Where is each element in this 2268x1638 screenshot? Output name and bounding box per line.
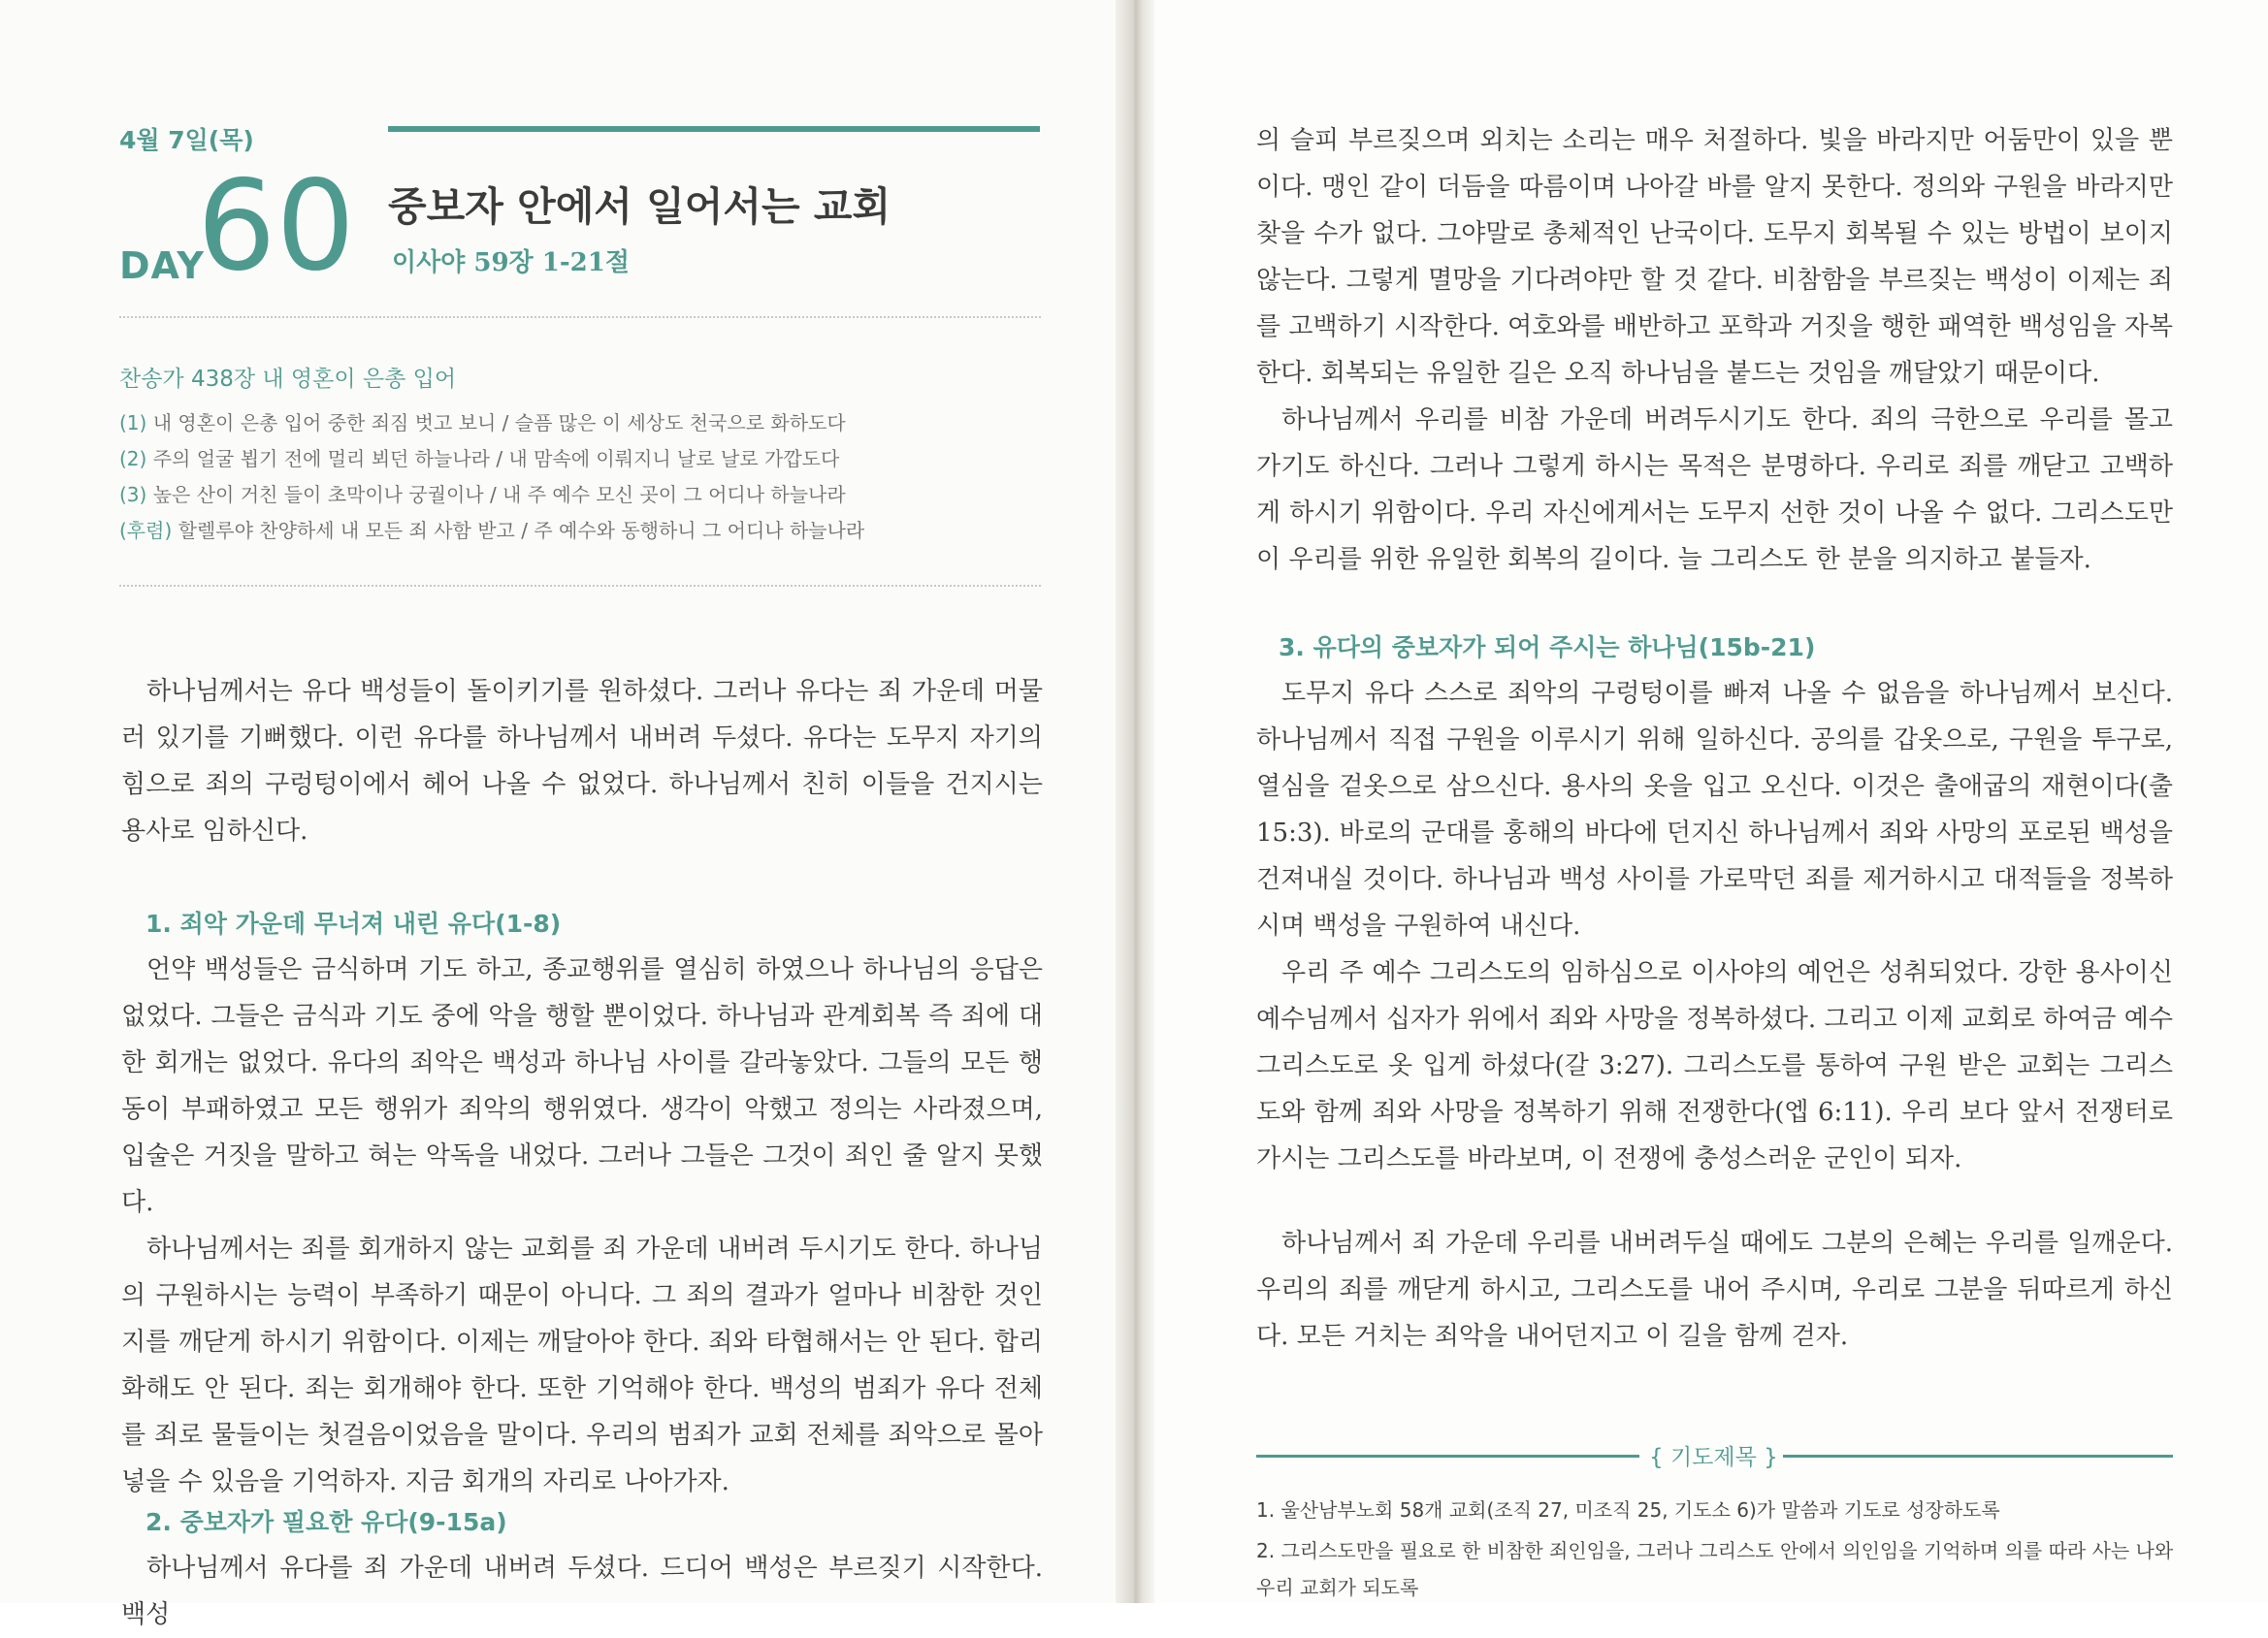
hymn-divider: [119, 585, 1041, 587]
section-2-body: [121, 1545, 1043, 1638]
paragraph: 하나님께서 유다를 죄 가운데 내버려 두셨다. 드디어 백성은 부르짖기 시작한다. 백성: [121, 1554, 1043, 1629]
section-1-body: [121, 947, 1043, 1505]
intro-paragraph: [121, 668, 1043, 854]
hymn-verse-number: (3): [119, 483, 147, 506]
hymn-line: [119, 407, 846, 435]
section-heading-3: 3. 유다의 중보자가 되어 주시는 하나님(15b-21): [1279, 633, 1816, 661]
paragraph: 우리 주 예수 그리스도의 임하심으로 이사야의 예언은 성취되었다. 강한 용사이신 예수님께서 십자가 위에서 죄와 사망을 정복하셨다. 그리고 이제 교회로 하여금 예수 그리스도로 옷 입게 하셨다(갈 3:27). 그리스도를 통하여 구원 받은 교회는 그리스도와 함께 죄와 사망을 정복하기 위해 전쟁한다(엡 6:11). 우리 보다 앞서 전쟁터로 가시는 그리스도를 바라보며, 이 전쟁에 충성스러운 군인이 되자.: [1256, 958, 2173, 1173]
scripture-reference: 이사야 59장 1-21절: [392, 248, 630, 277]
prayer-item: 1. 울산남부노회 58개 교회(조직 27, 미조직 25, 기도소 6)가 말씀과 기도로 성장하도록: [1256, 1498, 2000, 1522]
paragraph: 하나님께서 우리를 비참 가운데 버려두시기도 한다. 죄의 극한으로 우리를 몰고 가기도 하신다. 그러나 그렇게 하시는 목적은 분명하다. 우리로 죄를 깨닫고 고백하게 하시기 위함이다. 우리 자신에게서는 도무지 선한 것이 나올 수 없다. 그리스도만이 우리를 위한 유일한 회복의 길이다. 늘 그리스도 한 분을 의지하고 붙들자.: [1256, 405, 2173, 574]
hymn-verse-number: (1): [119, 411, 147, 434]
paragraph: 도무지 유다 스스로 죄악의 구렁텅이를 빠져 나올 수 없음을 하나님께서 보신다. 하나님께서 직접 구원을 이루시기 위해 일하신다. 공의를 갑옷으로, 구원을 투구로, 열심을 겉옷으로 삼으신다. 용사의 옷을 입고 오신다. 이것은 출애굽의 재현이다(출 15:3). 바로의 군대를 홍해의 바다에 던지신 하나님께서 죄와 사망의 포로된 백성을 건져내실 것이다. 하나님과 백성 사이를 가로막던 죄를 제거하시고 대적들을 정복하시며 백성을 구원하여 내신다.: [1256, 679, 2173, 941]
title-rule: [388, 126, 1040, 132]
hymn-verse-text: 내 영혼이 은총 입어 중한 죄짐 벗고 보니 / 슬픔 많은 이 세상도 천국으로 화하도다: [146, 411, 846, 434]
section-heading-2: 2. 중보자가 필요한 유다(9-15a): [146, 1508, 507, 1536]
hymn-title: 찬송가 438장 내 영혼이 은총 입어: [119, 367, 457, 392]
page-title: 중보자 안에서 일어서는 교회: [388, 183, 891, 230]
prayer-item: 2. 그리스도만을 필요로 한 비참한 죄인임을, 그러나 그리스도 안에서 의인임을 기억하며 의를 따라 사는 나와 우리 교회가 되도록: [1256, 1539, 2174, 1599]
prayer-rule-right: [1783, 1455, 2173, 1458]
hymn-line: [119, 515, 864, 543]
day-label: DAY: [119, 244, 205, 287]
paragraph: 하나님께서는 유다 백성들이 돌이키기를 원하셨다. 그러나 유다는 죄 가운데 머물러 있기를 기뻐했다. 이런 유다를 하나님께서 내버려 두셨다. 유다는 도무지 자기의 힘으로 죄의 구렁텅이에서 헤어 나올 수 없었다. 하나님께서 친히 이들을 건지시는 용사로 임하신다.: [121, 677, 1043, 846]
hymn-line: [119, 443, 839, 471]
hymn-line: [119, 479, 846, 507]
hymn-verse-number: (2): [119, 447, 147, 470]
closing-paragraph: [1256, 1220, 2173, 1360]
hymn-verse-text: 주의 얼굴 뵙기 전에 멀리 뵈던 하늘나라 / 내 맘속에 이뤄지니 날로 날로 가깝도다: [146, 447, 840, 470]
day-number: 60: [197, 154, 355, 299]
prayer-rule-left: [1256, 1455, 1639, 1458]
hymn-verse-text: 할렐루야 찬양하세 내 모든 죄 사함 받고 / 주 예수와 동행하니 그 어디나 하늘나라: [172, 519, 865, 542]
paragraph: 하나님께서는 죄를 회개하지 않는 교회를 죄 가운데 내버려 두시기도 한다. 하나님의 구원하시는 능력이 부족하기 때문이 아니다. 그 죄의 결과가 얼마나 비참한 것인지를 깨닫게 하시기 위함이다. 이제는 깨달아야 한다. 죄와 타협해서는 안 된다. 합리화해도 안 된다. 죄는 회개해야 한다. 또한 기억해야 한다. 백성의 범죄가 유다 전체를 죄로 물들이는 첫걸음이었음을 말이다. 우리의 범죄가 교회 전체를 죄악으로 몰아넣을 수 있음을 기억하자. 지금 회개의 자리로 나아가자.: [121, 1235, 1043, 1496]
prayer-title: { 기도제목 }: [1649, 1445, 1778, 1470]
book-gutter: [1116, 0, 1154, 1603]
hymn-verse-text: 높은 산이 거친 들이 초막이나 궁궐이나 / 내 주 예수 모신 곳이 그 어디나 하늘나라: [146, 483, 846, 506]
section-2-continued: [1256, 117, 2173, 583]
section-3-body: [1256, 670, 2173, 1182]
hymn-verse-number: (후렴): [119, 519, 173, 542]
paragraph: 하나님께서 죄 가운데 우리를 내버려두실 때에도 그분의 은혜는 우리를 일깨운다. 우리의 죄를 깨닫게 하시고, 그리스도를 내어 주시며, 우리로 그분을 뒤따르게 하신다. 모든 거치는 죄악을 내어던지고 이 길을 함께 걷자.: [1256, 1229, 2173, 1351]
devotional-date: 4월 7일(목): [119, 126, 254, 154]
section-heading-1: 1. 죄악 가운데 무너져 내린 유다(1-8): [146, 910, 562, 938]
paragraph: 의 슬피 부르짖으며 외치는 소리는 매우 처절하다. 빛을 바라지만 어둠만이 있을 뿐이다. 맹인 같이 더듬을 따름이며 나아갈 바를 알지 못한다. 정의와 구원을 바라지만 찾을 수가 없다. 그야말로 총체적인 난국이다. 도무지 회복될 수 있는 방법이 보이지 않는다. 그렇게 멸망을 기다려야만 할 것 같다. 비참함을 부르짖는 백성이 이제는 죄를 고백하기 시작한다. 여호와를 배반하고 포학과 거짓을 행한 패역한 백성임을 자복한다. 회복되는 유일한 길은 오직 하나님을 붙드는 것임을 깨달았기 때문이다.: [1256, 126, 2173, 388]
header-divider: [119, 316, 1041, 318]
paragraph: 언약 백성들은 금식하며 기도 하고, 종교행위를 열심히 하였으나 하나님의 응답은 없었다. 그들은 금식과 기도 중에 악을 행할 뿐이었다. 하나님과 관계회복 즉 죄에 대한 회개는 없었다. 유다의 죄악은 백성과 하나님 사이를 갈라놓았다. 그들의 모든 행동이 부패하였고 모든 행위가 죄악의 행위였다. 생각이 악했고 정의는 사라졌으며, 입술은 거짓을 말하고 혀는 악독을 내었다. 그러나 그들은 그것이 죄인 줄 알지 못했다.: [121, 955, 1043, 1217]
